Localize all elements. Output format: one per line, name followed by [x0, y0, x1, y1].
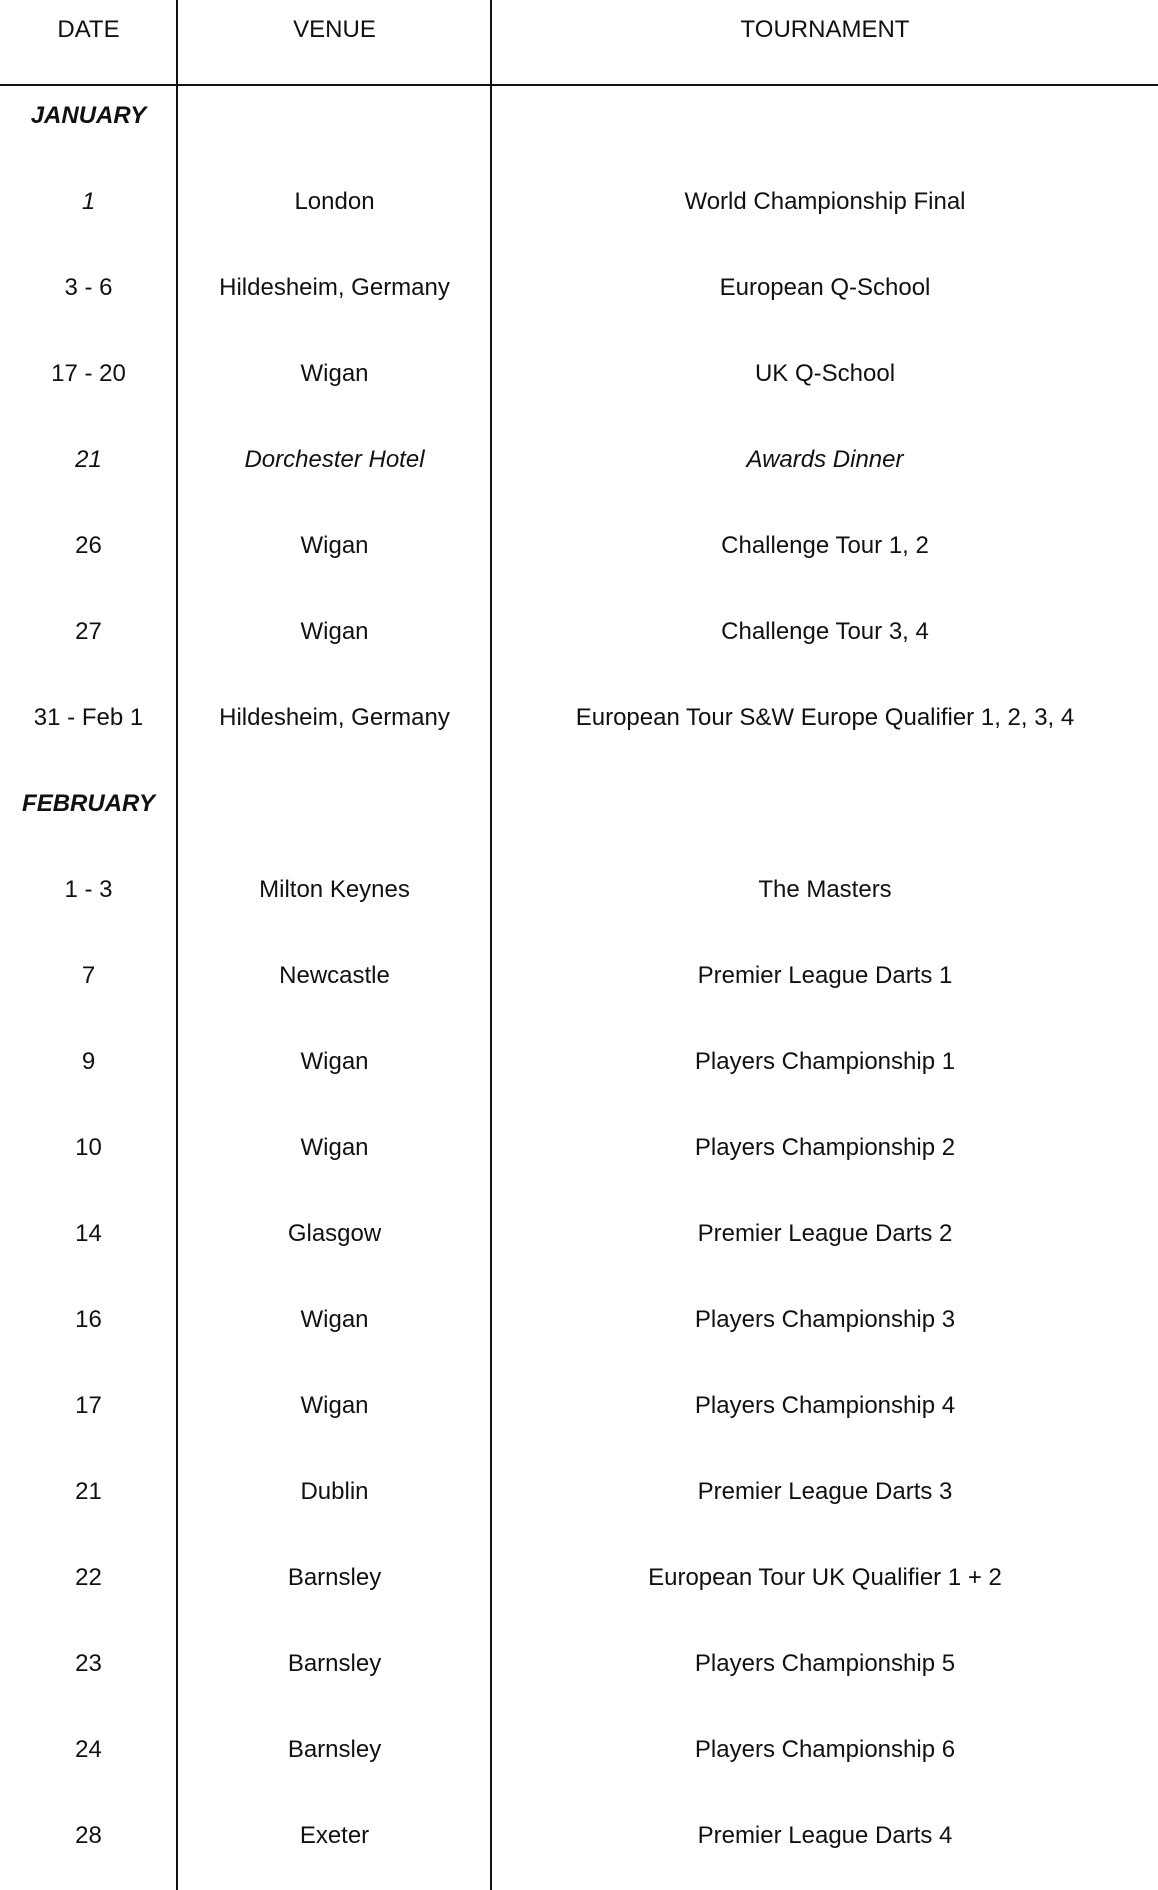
table-row — [0, 589, 1158, 675]
header-row — [0, 0, 1158, 60]
venue-cell: Wigan — [300, 532, 369, 559]
venue-cell: Wigan — [300, 1392, 369, 1419]
tournament-cell: Premier League Darts 1 — [697, 962, 953, 989]
venue-cell: Barnsley — [287, 1650, 382, 1677]
tournament-cell: The Masters — [758, 876, 892, 903]
tournament-cell: Awards Dinner — [746, 446, 904, 473]
date-cell: 21 — [75, 446, 102, 473]
tournament-cell: Challenge Tour 1, 2 — [721, 532, 929, 559]
date-cell: 1 - 3 — [64, 876, 113, 903]
venue-cell: Glasgow — [287, 1220, 382, 1247]
date-cell: 21 — [75, 1478, 102, 1505]
month-label: FEBRUARY — [22, 790, 155, 817]
table-row — [0, 1105, 1158, 1191]
venue-cell: Milton Keynes — [259, 876, 410, 903]
date-column-header: DATE — [57, 16, 120, 43]
table-row — [0, 1449, 1158, 1535]
date-cell: 24 — [75, 1736, 102, 1763]
venue-cell: Dublin — [300, 1478, 369, 1505]
date-cell: 1 — [81, 188, 96, 215]
date-cell: 27 — [75, 618, 102, 645]
tournament-cell: European Tour UK Qualifier 1 + 2 — [648, 1564, 1002, 1591]
tournament-cell: Players Championship 4 — [694, 1392, 956, 1419]
table-row — [0, 1019, 1158, 1105]
tournament-column-header: TOURNAMENT — [740, 16, 910, 43]
table-row — [0, 1277, 1158, 1363]
date-cell: 16 — [75, 1306, 102, 1333]
venue-cell: Wigan — [300, 1134, 369, 1161]
tournament-cell: Premier League Darts 4 — [697, 1822, 953, 1849]
table-row — [0, 1191, 1158, 1277]
month-row — [0, 761, 1158, 847]
tournament-cell: Players Championship 5 — [694, 1650, 956, 1677]
table-row — [0, 1535, 1158, 1621]
venue-cell: Exeter — [299, 1822, 370, 1849]
venue-cell: Barnsley — [287, 1736, 382, 1763]
table-row — [0, 417, 1158, 503]
date-cell: 17 — [75, 1392, 102, 1419]
venue-cell: Wigan — [300, 360, 369, 387]
date-cell: 3 - 6 — [64, 274, 113, 301]
venue-cell: Wigan — [300, 618, 369, 645]
tournament-cell: Premier League Darts 3 — [697, 1478, 953, 1505]
table-row — [0, 331, 1158, 417]
table-row — [0, 503, 1158, 589]
table-row — [0, 847, 1158, 933]
tournament-cell: European Q-School — [719, 274, 931, 301]
venue-cell: Barnsley — [287, 1564, 382, 1591]
date-cell: 28 — [75, 1822, 102, 1849]
venue-cell: Hildesheim, Germany — [219, 704, 450, 731]
date-cell: 26 — [75, 532, 102, 559]
venue-column-header: VENUE — [293, 16, 376, 43]
tournament-cell: Players Championship 2 — [694, 1134, 956, 1161]
date-cell: 23 — [75, 1650, 102, 1677]
tournament-cell: UK Q-School — [754, 360, 896, 387]
table-row — [0, 159, 1158, 245]
date-cell: 10 — [75, 1134, 102, 1161]
date-cell: 7 — [81, 962, 96, 989]
tournament-cell: Players Championship 1 — [694, 1048, 956, 1075]
date-cell: 22 — [75, 1564, 102, 1591]
tournament-cell: World Championship Final — [684, 188, 966, 215]
table-row — [0, 1621, 1158, 1707]
tournament-cell: Premier League Darts 2 — [697, 1220, 953, 1247]
table-row — [0, 933, 1158, 1019]
venue-cell: Wigan — [300, 1306, 369, 1333]
tournament-cell: European Tour S&W Europe Qualifier 1, 2, 3, 4 — [575, 704, 1075, 731]
venue-cell: Hildesheim, Germany — [219, 274, 450, 301]
venue-cell: Wigan — [300, 1048, 369, 1075]
month-label: JANUARY — [30, 102, 147, 129]
venue-cell: Dorchester Hotel — [244, 446, 425, 473]
tournament-cell: Players Championship 3 — [694, 1306, 956, 1333]
date-cell: 14 — [75, 1220, 102, 1247]
venue-cell: London — [294, 188, 375, 215]
table-row — [0, 1363, 1158, 1449]
month-row — [0, 73, 1158, 159]
date-cell: 17 - 20 — [51, 360, 126, 387]
table-row — [0, 1707, 1158, 1793]
date-cell: 31 - Feb 1 — [33, 704, 144, 731]
table-row — [0, 675, 1158, 761]
tournament-cell: Players Championship 6 — [694, 1736, 956, 1763]
tournament-cell: Challenge Tour 3, 4 — [721, 618, 929, 645]
table-row — [0, 1793, 1158, 1879]
venue-cell: Newcastle — [279, 962, 390, 989]
table-row — [0, 245, 1158, 331]
date-cell: 9 — [81, 1048, 96, 1075]
